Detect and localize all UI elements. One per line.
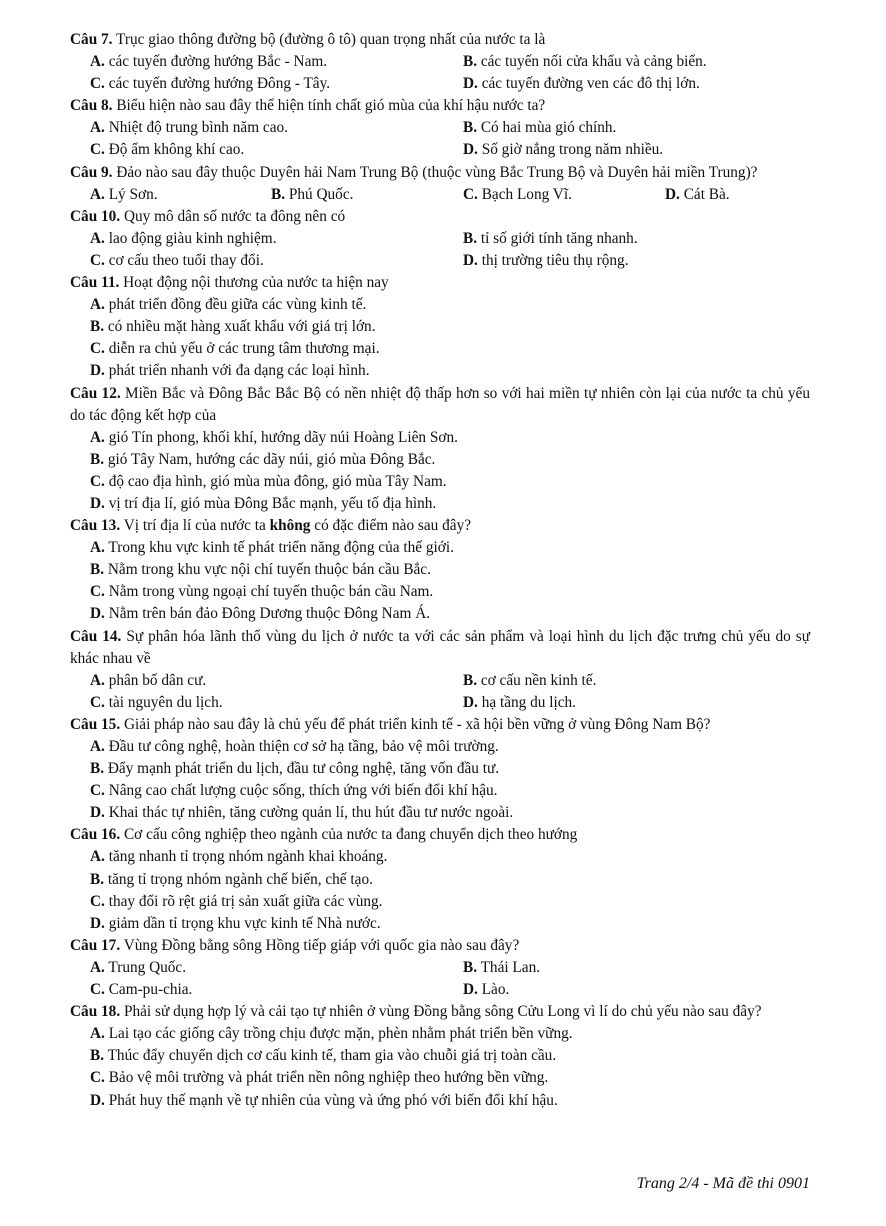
option-c: C. Bạch Long Vĩ. bbox=[463, 185, 572, 203]
question-number: Câu 18. bbox=[70, 1003, 121, 1021]
question-stem bbox=[70, 626, 810, 670]
option-a: A. Lai tạo các giống cây trồng chịu được mặn, phèn nhằm phát triển bền vững. bbox=[90, 1025, 573, 1043]
option-a: A. Đầu tư công nghệ, hoàn thiện cơ sở hạ tầng, bảo vệ môi trường. bbox=[90, 738, 499, 755]
option-c: C. diễn ra chủ yếu ở các trung tâm thương mại. bbox=[90, 340, 380, 358]
question-8 bbox=[70, 95, 810, 161]
question-text: Quy mô dân số nước ta đông nên có bbox=[120, 207, 346, 225]
option-d: D. hạ tầng du lịch. bbox=[463, 693, 577, 711]
option-d: D. phát triển nhanh với đa dạng các loại hình. bbox=[90, 362, 370, 380]
question-stem bbox=[70, 206, 810, 228]
question-7 bbox=[70, 29, 810, 95]
question-13 bbox=[70, 515, 810, 625]
option-c: C. Nằm trong vùng ngoại chí tuyến thuộc bán cầu Nam. bbox=[90, 583, 434, 601]
question-number: Câu 13. bbox=[70, 517, 121, 535]
question-text: Cơ cấu công nghiệp theo ngành của nước ta đang chuyển dịch theo hướng bbox=[120, 826, 578, 844]
question-text: Miền Bắc và Đông Bắc Bắc Bộ có nền nhiệt độ thấp hơn so với hai miền tự nhiên còn lại của nước ta chủ yếu do tác động kết hợp của bbox=[70, 384, 810, 424]
option-a: A. các tuyến đường hướng Bắc - Nam. bbox=[90, 53, 328, 71]
question-stem bbox=[70, 515, 810, 537]
question-number: Câu 16. bbox=[70, 826, 121, 844]
option-d: D. vị trí địa lí, gió mùa Đông Bắc mạnh, yếu tố địa hình. bbox=[90, 494, 437, 512]
question-number: Câu 12. bbox=[70, 384, 121, 402]
option-a: A. phân bố dân cư. bbox=[90, 671, 207, 689]
question-text: Sự phân hóa lãnh thổ vùng du lịch ở nước ta với các sản phẩm và loại hình du lịch đặc trưng chủ yếu do sự khác nhau về bbox=[70, 627, 810, 667]
question-number: Câu 11. bbox=[70, 274, 120, 292]
question-text: Giải pháp nào sau đây là chủ yếu để phát triển kinh tế - xã hội bền vững ở vùng Đông Nam Bộ? bbox=[120, 715, 711, 733]
option-b: B. Thái Lan. bbox=[463, 958, 541, 976]
question-text: Vị trí địa lí của nước ta bbox=[120, 517, 270, 535]
option-d: D. Cát Bà. bbox=[665, 185, 730, 203]
question-stem bbox=[70, 272, 810, 294]
question-text: Đảo nào sau đây thuộc Duyên hải Nam Trung Bộ (thuộc vùng Bắc Trung Bộ và Duyên hải miền Trung)? bbox=[112, 163, 758, 181]
option-c: C. các tuyến đường hướng Đông - Tây. bbox=[90, 75, 331, 93]
option-d: D. giảm dần tỉ trọng khu vực kinh tế Nhà nước. bbox=[90, 914, 381, 932]
question-text: Trục giao thông đường bộ (đường ô tô) quan trọng nhất của nước ta là bbox=[112, 31, 546, 48]
question-15 bbox=[70, 714, 810, 824]
option-c: C. thay đổi rõ rệt giá trị sản xuất giữa các vùng. bbox=[90, 892, 383, 910]
option-c: C. Cam-pu-chia. bbox=[90, 981, 193, 999]
question-number: Câu 7. bbox=[70, 31, 113, 48]
question-stem bbox=[70, 1001, 810, 1023]
option-b: B. Đẩy mạnh phát triển du lịch, đầu tư công nghệ, tăng vốn đầu tư. bbox=[90, 760, 500, 778]
option-b: B. cơ cấu nền kinh tế. bbox=[463, 671, 597, 689]
question-stem bbox=[70, 162, 810, 184]
question-9 bbox=[70, 162, 810, 206]
option-b: B. Thúc đẩy chuyển dịch cơ cấu kinh tế, tham gia vào chuỗi giá trị toàn cầu. bbox=[90, 1047, 557, 1065]
option-c: C. tài nguyên du lịch. bbox=[90, 693, 223, 711]
option-a: A. gió Tín phong, khối khí, hướng dãy núi Hoàng Liên Sơn. bbox=[90, 428, 458, 446]
option-c: C. Nâng cao chất lượng cuộc sống, thích ứng với biến đổi khí hậu. bbox=[90, 782, 498, 800]
question-number: Câu 14. bbox=[70, 627, 122, 645]
question-17 bbox=[70, 935, 810, 1001]
option-b: B. các tuyến nối cửa khẩu và cảng biển. bbox=[463, 53, 707, 71]
question-10 bbox=[70, 206, 810, 272]
question-emphasis: không bbox=[269, 517, 311, 535]
question-16 bbox=[70, 824, 810, 934]
question-number: Câu 8. bbox=[70, 97, 113, 115]
option-d: D. Phát huy thế mạnh về tự nhiên của vùng và ứng phó với biến đổi khí hậu. bbox=[90, 1091, 558, 1109]
question-11 bbox=[70, 272, 810, 382]
question-number: Câu 9. bbox=[70, 163, 113, 181]
option-d: D. Nằm trên bán đảo Đông Dương thuộc Đông Nam Á. bbox=[90, 605, 431, 623]
option-c: C. Bảo vệ môi trường và phát triển nền nông nghiệp theo hướng bền vững. bbox=[90, 1069, 549, 1087]
question-stem bbox=[70, 29, 810, 51]
option-a: A. lao động giàu kinh nghiệm. bbox=[90, 229, 277, 247]
question-number: Câu 10. bbox=[70, 207, 121, 225]
question-text-end: có đặc điểm nào sau đây? bbox=[310, 517, 472, 535]
option-c: C. độ cao địa hình, gió mùa mùa đông, gió mùa Tây Nam. bbox=[90, 472, 447, 490]
question-14 bbox=[70, 626, 810, 714]
option-c: C. Độ ẩm không khí cao. bbox=[90, 141, 245, 159]
question-12 bbox=[70, 383, 810, 516]
option-b: B. Nằm trong khu vực nội chí tuyến thuộc bán cầu Bắc. bbox=[90, 561, 431, 579]
option-a: A. Lý Sơn. bbox=[90, 185, 158, 203]
question-text: Hoạt động nội thương của nước ta hiện nay bbox=[119, 274, 389, 292]
option-a: A. Trong khu vực kinh tế phát triển năng động của thế giới. bbox=[90, 539, 454, 557]
option-b: B. gió Tây Nam, hướng các dãy núi, gió mùa Đông Bắc. bbox=[90, 450, 436, 468]
question-text: Phải sử dụng hợp lý và cải tạo tự nhiên ở vùng Đồng bằng sông Cửu Long vì lí do chủ yếu nào sau đây? bbox=[120, 1003, 762, 1021]
question-stem bbox=[70, 935, 810, 957]
exam-page bbox=[70, 29, 810, 1112]
option-b: B. Phú Quốc. bbox=[271, 185, 354, 203]
option-a: A. phát triển đồng đều giữa các vùng kinh tế. bbox=[90, 296, 367, 314]
question-stem bbox=[70, 95, 810, 117]
question-stem bbox=[70, 383, 810, 427]
option-a: A. tăng nhanh tỉ trọng nhóm ngành khai khoáng. bbox=[90, 848, 388, 866]
question-stem bbox=[70, 824, 810, 846]
option-b: B. Có hai mùa gió chính. bbox=[463, 119, 617, 137]
question-number: Câu 17. bbox=[70, 936, 121, 954]
option-a: A. Trung Quốc. bbox=[90, 958, 187, 976]
option-d: D. Khai thác tự nhiên, tăng cường quản lí, thu hút đầu tư nước ngoài. bbox=[90, 804, 514, 822]
option-b: B. có nhiều mặt hàng xuất khẩu với giá trị lớn. bbox=[90, 318, 376, 336]
question-text: Vùng Đồng bằng sông Hồng tiếp giáp với quốc gia nào sau đây? bbox=[120, 936, 520, 954]
question-stem bbox=[70, 714, 810, 736]
question-number: Câu 15. bbox=[70, 715, 121, 733]
option-b: B. tăng tỉ trọng nhóm ngành chế biến, chế tạo. bbox=[90, 870, 373, 888]
option-a: A. Nhiệt độ trung bình năm cao. bbox=[90, 119, 288, 137]
option-b: B. tỉ số giới tính tăng nhanh. bbox=[463, 229, 638, 247]
option-d: D. Số giờ nắng trong năm nhiều. bbox=[463, 141, 664, 159]
option-d: D. các tuyến đường ven các đô thị lớn. bbox=[463, 75, 700, 93]
option-d: D. Lào. bbox=[463, 981, 510, 999]
page-footer: Trang 2/4 - Mã đề thi 0901 bbox=[636, 1175, 810, 1192]
option-c: C. cơ cấu theo tuổi thay đổi. bbox=[90, 251, 264, 269]
option-d: D. thị trường tiêu thụ rộng. bbox=[463, 251, 629, 269]
question-18 bbox=[70, 1001, 810, 1111]
question-text: Biểu hiện nào sau đây thể hiện tính chất gió mùa của khí hậu nước ta? bbox=[112, 97, 546, 115]
